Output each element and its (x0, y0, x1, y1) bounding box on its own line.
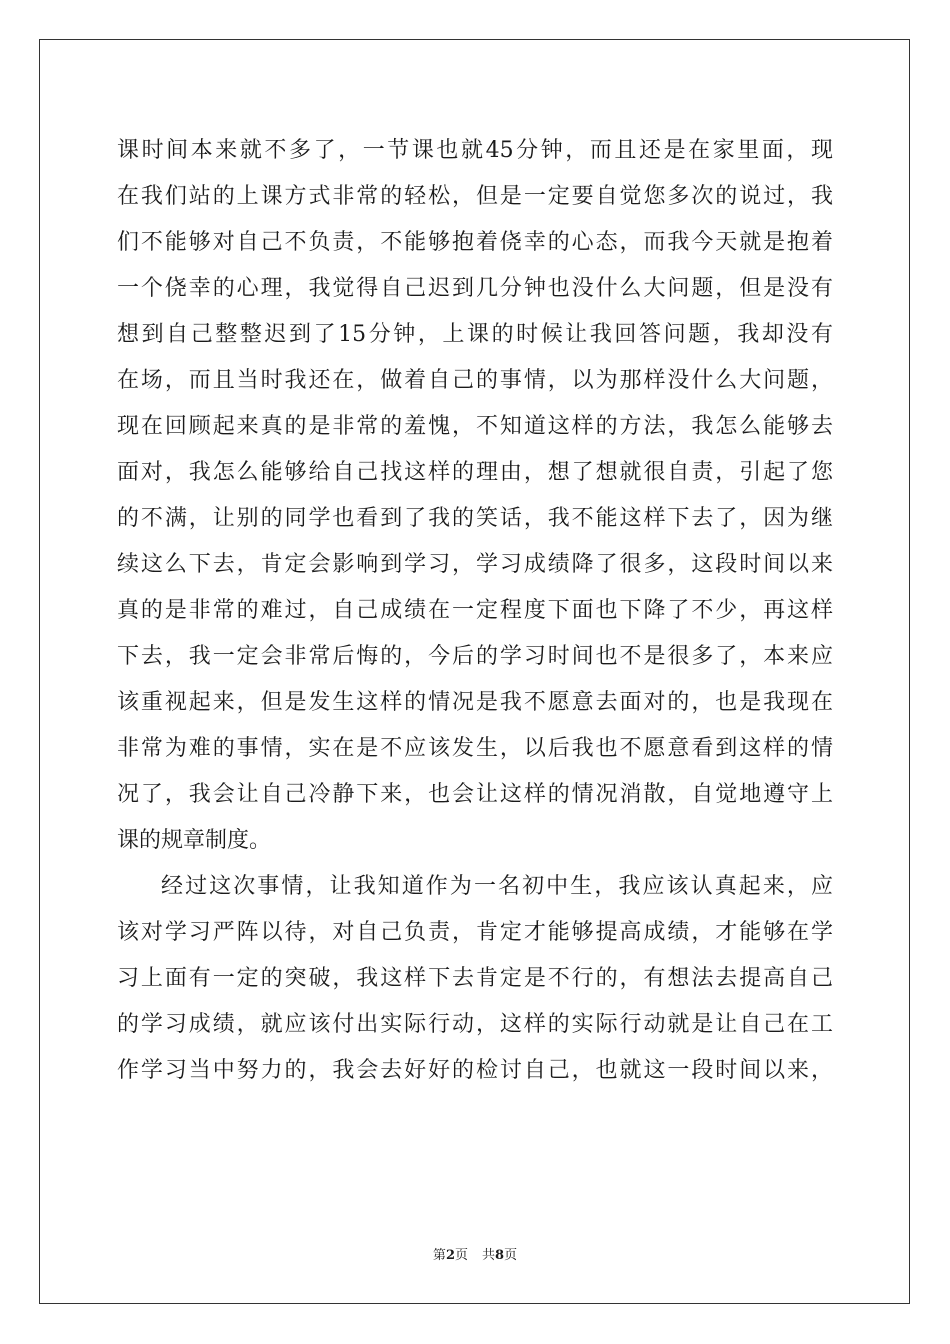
text-line: 该重视起来，但是发生这样的情况是我不愿意去面对的，也是我现在 (117, 690, 833, 715)
text-line: 的学习成绩，就应该付出实际行动，这样的实际行动就是让自己在工 (117, 1012, 833, 1037)
text-line: 的不满，让别的同学也看到了我的笑话，我不能这样下去了，因为继 (117, 506, 833, 531)
text-line: 课的规章制度。 (117, 828, 272, 853)
text-line: 一个侥幸的心理，我觉得自己迟到几分钟也没什么大问题，但是没有 (117, 276, 833, 301)
text-line: 们不能够对自己不负责，不能够抱着侥幸的心态，而我今天就是抱着 (117, 230, 833, 255)
total-prefix: 共 (482, 1248, 496, 1263)
page-footer (0, 1244, 950, 1263)
total-pages: 8 (495, 1248, 505, 1263)
text-line: 续这么下去，肯定会影响到学习，学习成绩降了很多，这段时间以来 (117, 552, 833, 577)
text-line: 作学习当中努力的，我会去好好的检讨自己，也就这一段时间以来， (117, 1058, 833, 1083)
text-line: 想到自己整整迟到了15分钟，上课的时候让我回答问题，我却没有 (117, 322, 833, 347)
text-line: 真的是非常的难过，自己成绩在一定程度下面也下降了不少，再这样 (117, 598, 833, 623)
text-line: 在我们站的上课方式非常的轻松，但是一定要自觉您多次的说过，我 (117, 184, 833, 209)
text-line: 非常为难的事情，实在是不应该发生，以后我也不愿意看到这样的情 (117, 736, 833, 761)
page-number: 2 (445, 1248, 455, 1263)
page-suffix: 页 (454, 1248, 468, 1263)
text-line: 况了，我会让自己冷静下来，也会让这样的情况消散，自觉地遵守上 (117, 782, 833, 807)
text-line: 课时间本来就不多了，一节课也就45分钟，而且还是在家里面，现 (117, 138, 833, 163)
page-prefix: 第 (432, 1248, 446, 1263)
text-line: 习上面有一定的突破，我这样下去肯定是不行的，有想法去提高自己 (117, 966, 833, 991)
text-line: 该对学习严阵以待，对自己负责，肯定才能够提高成绩，才能够在学 (117, 920, 833, 945)
text-line: 下去，我一定会非常后悔的，今后的学习时间也不是很多了，本来应 (117, 644, 833, 669)
paragraph-first-line: 经过这次事情，让我知道作为一名初中生，我应该认真起来，应 (161, 874, 833, 899)
total-suffix: 页 (504, 1248, 518, 1263)
text-line: 面对，我怎么能够给自己找这样的理由，想了想就很自责，引起了您 (117, 460, 833, 485)
text-line: 现在回顾起来真的是非常的羞愧，不知道这样的方法，我怎么能够去 (117, 414, 833, 439)
text-line: 在场，而且当时我还在，做着自己的事情，以为那样没什么大问题， (117, 368, 833, 393)
